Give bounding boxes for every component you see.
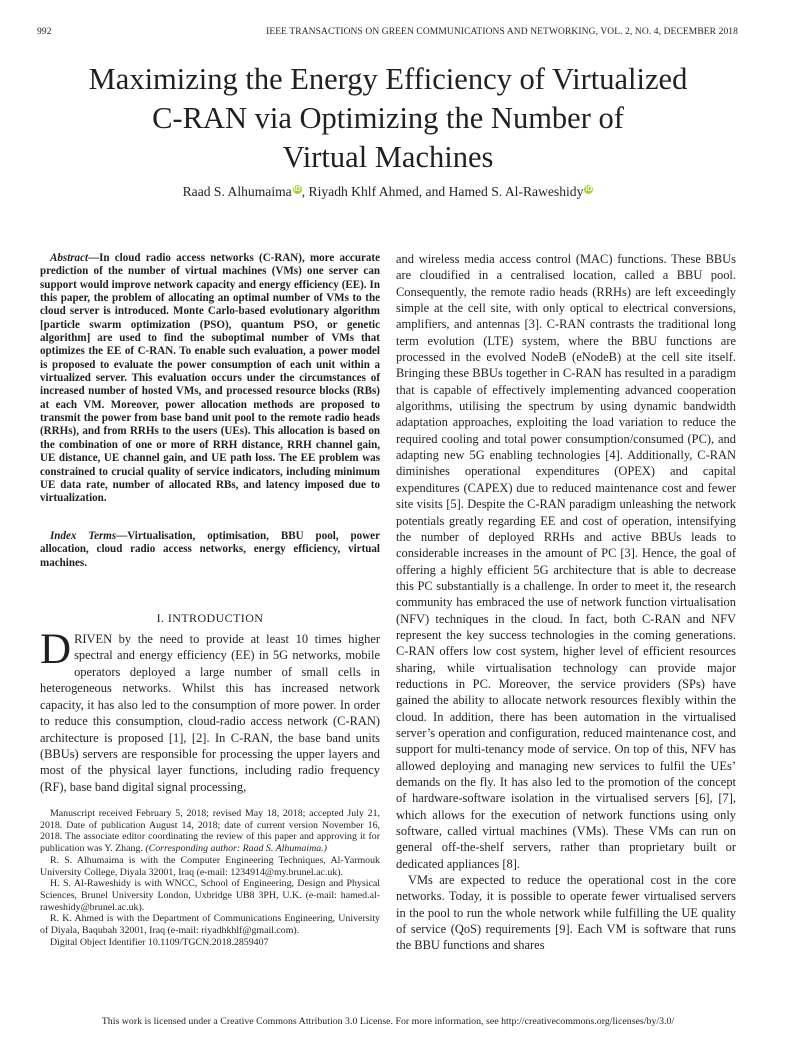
affiliation-note: R. S. Alhumaima is with the Computer Engineering Techniques, Al-Yarmouk University College, Diyala 32001, Iraq (e-mail: 1234914@my.brunel.ac.uk). (40, 854, 380, 878)
intro-paragraph (40, 626, 380, 795)
drop-cap: D (40, 626, 72, 673)
orcid-icon[interactable]: iD (585, 186, 593, 193)
received-dates: Manuscript received February 5, 2018; revised May 18, 2018; accepted July 21, 2018. Date of publication August 14, 2018; date of current version November 16, 2018. The associate editor coordinating the review of this paper and approving it for publication was Y. Zhang. (40, 808, 380, 855)
author-name: Hamed S. Al-Raweshidy (448, 184, 584, 199)
page-number: 992 (37, 27, 52, 37)
abstract-text: —In cloud radio access networks (C-RAN), more accurate prediction of the number of virtual machines (VMs) one server can support would improve network capacity and energy efficiency (EE). In this paper, the problem of allocating an optimal number of VMs to the cloud server is introduced. Monte Carlo-based evolutionary algorithm [particle swarm optimization (PSO), quantum PSO, or genetic algorithm] are used to find the suboptimal number of VMs that optimizes the EE of C-RAN. To enable such evaluation, a power model is proposed to evaluate the power consumption of each unit within a virtualized server. This evaluation occurs under the circumstances of increased number of hosted VMs, and processed resource blocks (RBs) at each VM. Moreover, power allocation methods are proposed to transmit the power from base band unit pool to the remote radio heads (RRHs), and from RRHs to the users (UEs). This allocation is based on the combination of one or more of RRH distance, RRH channel gain, UE distance, UE channel gain, and UE path loss. The EE problem was constrained to crucial quality of service indicators, including minimum UE data rate, number of allocated RBs, and latency imposed due to virtualization. (40, 252, 380, 505)
section-numeral: I. (156, 611, 168, 625)
running-header (37, 27, 738, 41)
affiliation-note: H. S. Al-Raweshidy is with WNCC, School of Engineering, Design and Physical Sciences, Brunel University London, Uxbridge UB8 3PH, U.K. (e-mail: hamed.al-raweshidy@brunel.ac.uk). (40, 878, 380, 913)
first-word: RIVEN (74, 632, 113, 646)
title-line-2: C-RAN via Optimizing the Number of (152, 101, 624, 135)
body-paragraph: VMs are expected to reduce the operational cost in the core networks. Today, it is possible to operate fewer virtualised servers in the pool to run the whole network while fulfilling the UE quality of service (QoS) requirements [9]. Each VM is software that runs the BBU functions and shares (396, 873, 736, 953)
index-terms-text: —Virtualisation, optimisation, BBU pool, power allocation, cloud radio access networks, energy efficiency, virtual machines. (40, 530, 380, 569)
section-title-cap: I (167, 611, 173, 625)
corresponding-author: (Corresponding author: Raad S. Alhumaima.) (145, 843, 327, 855)
license-footer: This work is licensed under a Creative Commons Attribution 3.0 License. For more information, see http://creativecommons.org/licenses/by/3.0/ (101, 1016, 675, 1027)
paper-title (40, 60, 736, 177)
abstract (40, 252, 380, 506)
orcid-icon[interactable]: iD (293, 186, 301, 193)
section-heading (40, 611, 380, 626)
body-paragraph: and wireless media access control (MAC) functions. These BBUs are cloudified in a centralised location, called a BBU pool. Consequently, the remote radio heads (RRHs) are left exceedingly simple at the cell site, with only optical to electrical conversions, amplifiers, and antennas [3]. C-RAN contrasts the traditional long term evolution (LTE) system, where the BBU functions are processed in the evolved NodeB (eNodeB) at the cell site itself. Bringing these BBUs together in C-RAN has resulted in a paradigm that is capable of effectively implementing advanced cooperation algorithms, utilising the spectrum by using dynamic bandwidth adaptation approaches, exploiting the load variation to reduce the required cooling and total power consumption/consumed (PC), and adapting new 5G enabling technologies [4]. Additionally, C-RAN diminishes operational expenditures (OPEX) and capital expenditures (CAPEX) due to reduced maintenance cost and fewer site visits [5]. Despite the C-RAN paradigm unleashing the network potentials greatly regarding EE and cost of operation, intensifying the number of deployed RRHs and active BBUs leads to considerable increases in the amount of PC [3]. Hence, the goal of offering a highly efficient 5G architecture that is able to decrease this PC substantially is a challenge. In order to meet it, the research community has embraced the use of network function virtualisation (NFV) techniques in the cloud. In fact, both C-RAN and NFV represent the key success technologies in the coming generations. C-RAN offers low cost system, higher level of efficient resources sharing, while virtualisation technology can provide major reductions in PC. Moreover, the service providers (SPs) have gained the ability to allocate network resources flexibly within the cloud. In addition, there has been automation in the virtualised server’s operation and configuration, reduced maintenance cost, and support for multi-tenancy mode of service. On top of this, NFV has allowed deploying and managing new services to fulfil the UEs’ demands on the fly. It has also led to the promotion of the concept of hardware-software isolation in the virtualised servers [6], [7], which allows for the execution of network functions using only software, called virtual machines (VMs). These VMs can run on general off-the-shelf servers, rather than proprietary built or dedicated appliances [8]. (396, 252, 736, 871)
manuscript-note (40, 808, 380, 855)
author-list (40, 184, 736, 200)
intro-text: by the need to provide at least 10 times higher spectral and energy efficiency (EE) in 5G networks, mobile operators deployed a large number of small cells in heterogeneous networks. Whilst this has increased network capacity, it has also led to the consumption of more power. In order to reduce this consumption, cloud-radio access network (C-RAN) architecture is proposed [1], [2]. In C-RAN, the base band units (BBUs) servers are responsible for processing the upper layers and most of the physical layer functions, including radio frequency (RF), base band digital signal processing, (40, 632, 380, 794)
right-column (396, 251, 736, 954)
abstract-label: Abstract (50, 252, 89, 264)
author-separator: , Riyadh Khlf Ahmed, and (301, 184, 449, 199)
title-line-1: Maximizing the Energy Efficiency of Virtualized (88, 62, 688, 96)
author-name: Raad S. Alhumaima (182, 184, 292, 199)
index-terms-label: Index Terms (50, 530, 117, 542)
section-title-rest: NTRODUCTION (172, 611, 264, 625)
first-page-footnotes (40, 808, 380, 948)
index-terms (40, 530, 380, 570)
title-line-3: Virtual Machines (282, 140, 494, 174)
journal-name: IEEE TRANSACTIONS ON GREEN COMMUNICATIONS AND NETWORKING, VOL. 2, NO. 4, DECEMBER 2018 (266, 27, 738, 37)
affiliation-note: R. K. Ahmed is with the Department of Communications Engineering, University of Diyala, Baqubah 32001, Iraq (e-mail: riyadhkhlf@gmail.com). (40, 913, 380, 937)
doi-note: Digital Object Identifier 10.1109/TGCN.2018.2859407 (50, 936, 269, 948)
